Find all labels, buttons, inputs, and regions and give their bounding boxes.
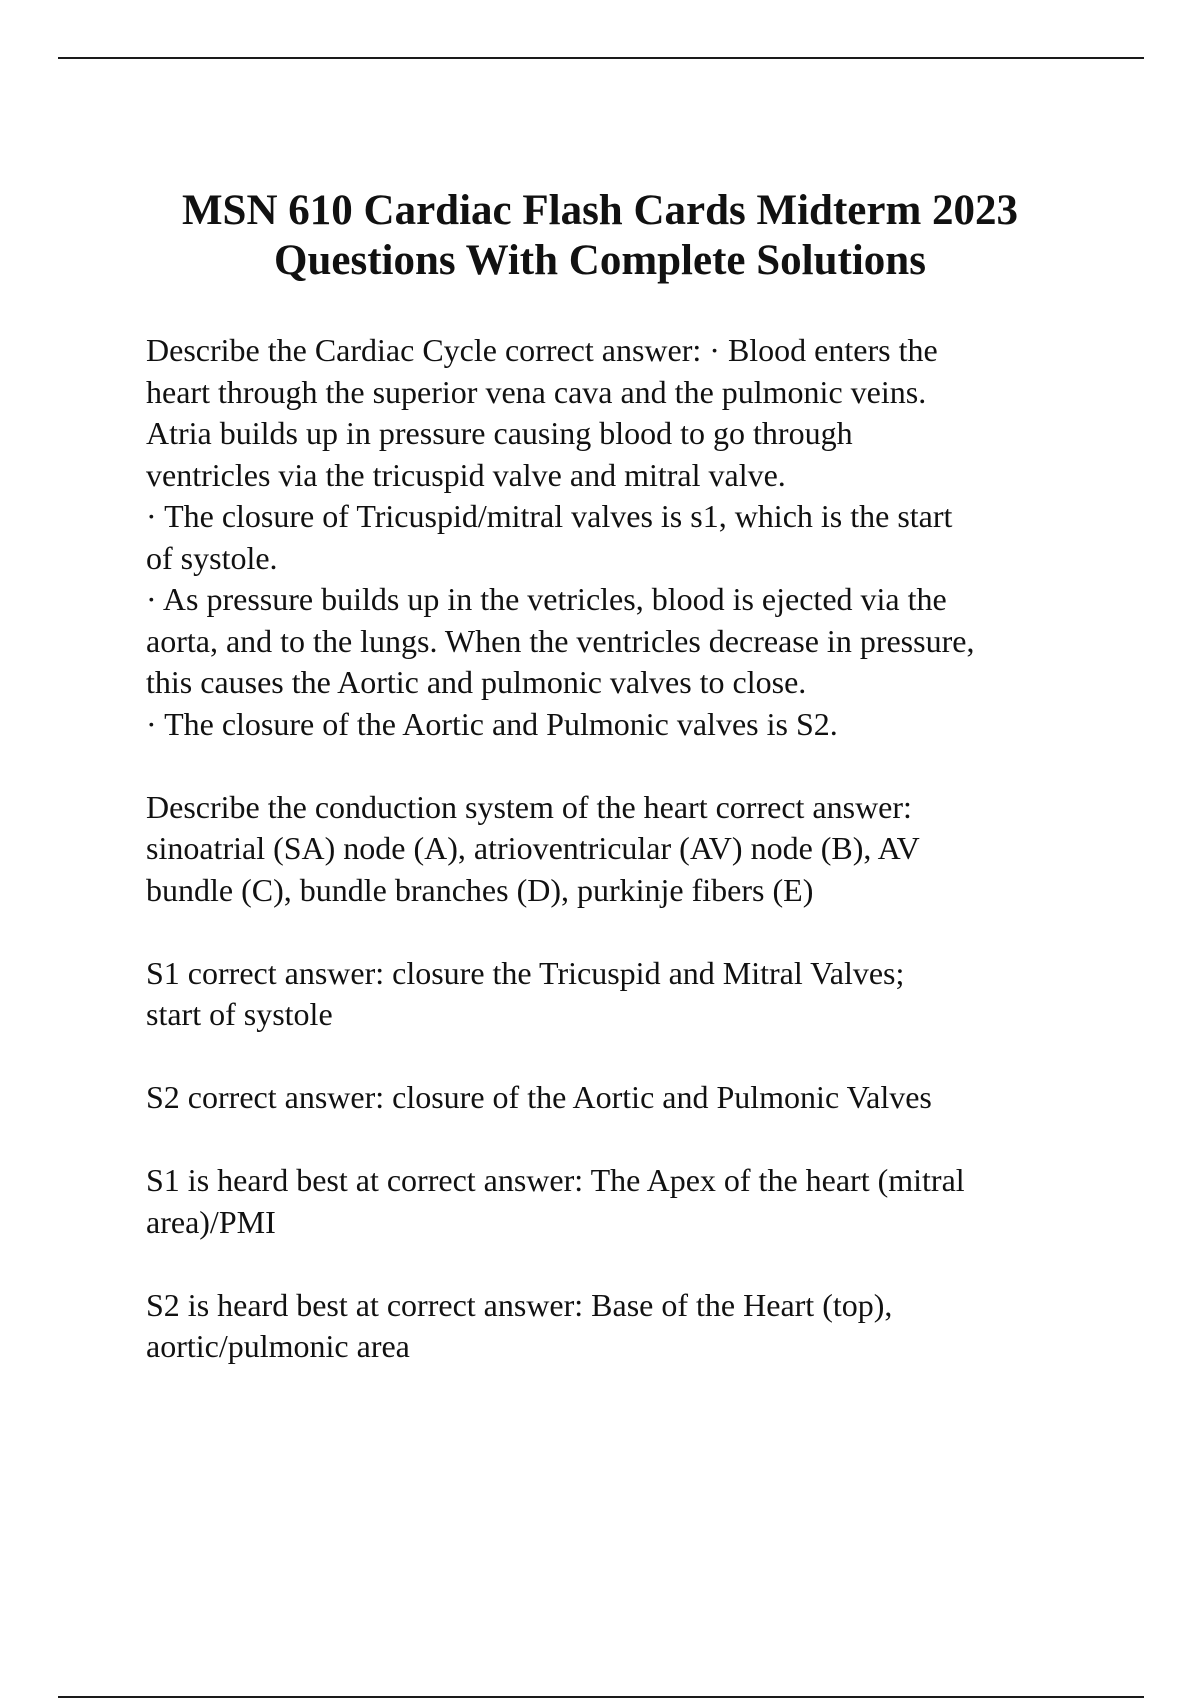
document-title <box>100 186 1100 286</box>
title-line-1: MSN 610 Cardiac Flash Cards Midterm 2023 <box>181 187 1019 234</box>
text-line: Atria builds up in pressure causing blood to go through <box>146 415 853 451</box>
entry-spacer <box>146 1036 1146 1078</box>
entry-spacer <box>146 1119 1146 1161</box>
text-line: · The closure of Tricuspid/mitral valves is s1, which is the start <box>146 498 953 534</box>
footer-rule <box>58 1696 1144 1698</box>
entry-spacer <box>146 1243 1146 1285</box>
title-line-2: Questions With Complete Solutions <box>274 237 926 284</box>
entry-spacer <box>146 745 1146 787</box>
text-line: heart through the superior vena cava and the pulmonic veins. <box>146 373 927 410</box>
text-line: this causes the Aortic and pulmonic valves to close. <box>146 664 807 700</box>
text-line: of systole. <box>146 539 278 576</box>
text-line: start of systole <box>146 996 333 1032</box>
text-line: Describe the Cardiac Cycle correct answer: · Blood enters the <box>146 332 938 368</box>
qa-entry-s1 <box>146 953 1146 1036</box>
text-line: ventricles via the tricuspid valve and mitral valve. <box>146 456 786 493</box>
text-line: Describe the conduction system of the heart correct answer: <box>146 788 912 825</box>
text-line: area)/PMI <box>146 1203 276 1240</box>
text-line: sinoatrial (SA) node (A), atrioventricular (AV) node (B), AV <box>146 830 920 866</box>
qa-entry-conduction-system <box>146 787 1146 912</box>
text-line: · The closure of the Aortic and Pulmonic valves is S2. <box>146 705 838 742</box>
text-line: S1 correct answer: closure the Tricuspid and Mitral Valves; <box>146 954 905 991</box>
text-line: S1 is heard best at correct answer: The Apex of the heart (mitral <box>146 1162 965 1198</box>
header-rule <box>58 57 1144 59</box>
qa-entry-s1-heard-best <box>146 1160 1146 1243</box>
qa-entry-cardiac-cycle <box>146 330 1146 745</box>
text-line: aorta, and to the lungs. When the ventricles decrease in pressure, <box>146 622 975 659</box>
text-line: S2 correct answer: closure of the Aortic and Pulmonic Valves <box>146 1079 932 1115</box>
document-body <box>146 330 1146 1368</box>
text-line: bundle (C), bundle branches (D), purkinje fibers (E) <box>146 871 814 908</box>
qa-entry-s2 <box>146 1077 1146 1119</box>
text-line: S2 is heard best at correct answer: Base of the Heart (top), <box>146 1286 893 1323</box>
text-line: aortic/pulmonic area <box>146 1328 410 1364</box>
entry-spacer <box>146 911 1146 953</box>
qa-entry-s2-heard-best <box>146 1285 1146 1368</box>
text-line: · As pressure builds up in the vetricles, blood is ejected via the <box>146 581 947 617</box>
